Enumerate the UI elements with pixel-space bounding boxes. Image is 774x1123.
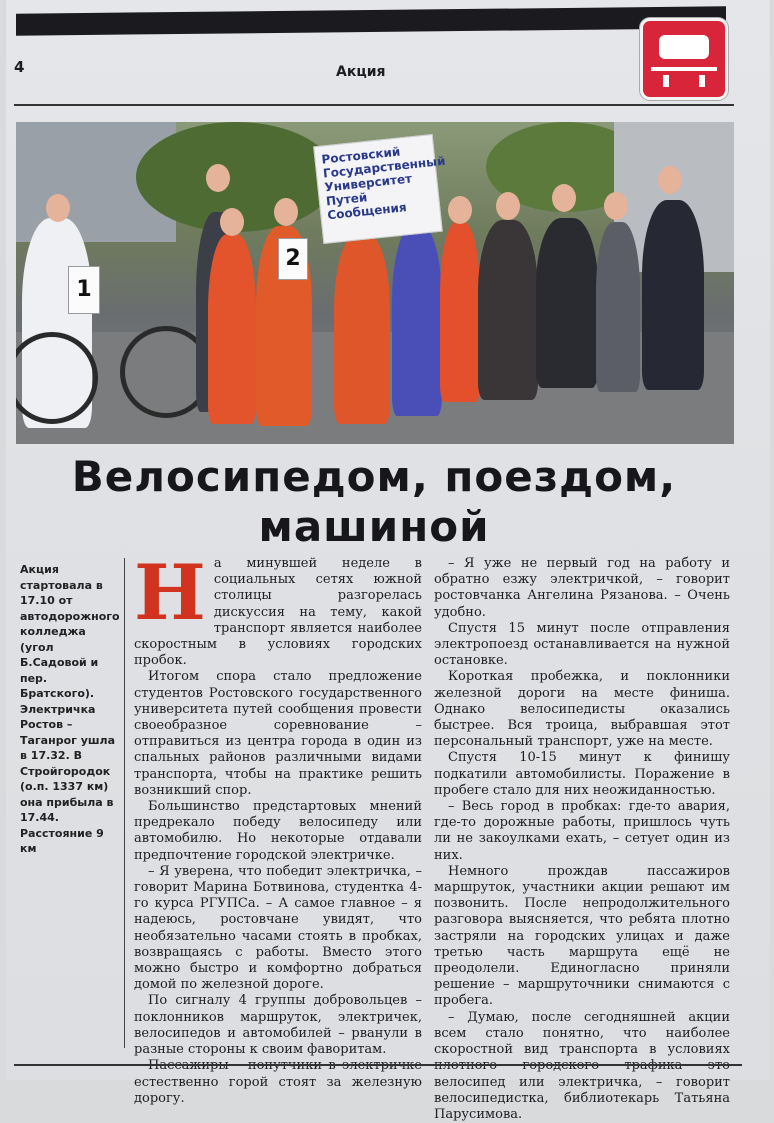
article-column-1 <box>134 548 422 1107</box>
university-banner: Ростовский Государственный Университет Путей Сообщения <box>313 134 443 244</box>
top-bar <box>16 6 726 35</box>
number-sign-1: 1 <box>68 266 100 314</box>
paragraph: – Думаю, после сегодняшней акции всем стало понятно, что наиболее скоростной вид транспорта в условиях велосипед или электричка, – говорит велосипедистка, библиотекарь Татьяна Парусимова. <box>434 1009 730 1122</box>
paragraph: – Я уже не первый год на работу и обратно езжу электричкой, – говорит ростовчанка Ангелина Рязанова. – Очень удобно. <box>434 556 730 620</box>
header-rule <box>14 104 734 106</box>
paragraph: Большинство предстартовых мнений предрекало победу велосипеду или автомобилю. Но некоторые отдавали предпочтение городской электричке. <box>134 799 422 863</box>
train-icon <box>640 18 728 100</box>
page-number: 4 <box>14 58 25 76</box>
footer-rule <box>14 1064 742 1066</box>
newspaper-page <box>6 0 770 1122</box>
paragraph: – Я уверена, что победит электричка, – говорит Марина Ботвинова, студентка 4-го курса РГУПСа. – А самое главное – я надеюсь, ростовчане увидят, что необязательно часами стоять в пробках, возвращаясь с работы. Вместо этого можно быстро и комфортно добраться домой по железной дороге. <box>134 863 422 993</box>
paragraph: Итогом спора стало предложение студентов Ростовского государственного университета путей сообщения провести своеобразное соревнование – отправиться из центра города в один из спальных районов различными видами транспорта, чтобы на практике решить возникший спор. <box>134 669 422 798</box>
paragraph: естественно горой стоят за железную дорогу. <box>134 1074 422 1106</box>
column-divider <box>124 558 125 1048</box>
article-headline: Велосипедом, поездом, машиной <box>71 452 677 551</box>
paragraph: Короткая пробежка, и поклонники железной дороги на месте финиша. Однако велосипедисты оказались быстрее. Вся троица, выбравшая этот персональный транспорт, уже на месте. <box>434 669 730 750</box>
paragraph: а минувшей неделе в социальных сетях южной столицы разгорелась дискуссия на тему, какой транспорт является наиболее скоростным в условиях городских пробок. <box>134 556 422 669</box>
paragraph: – Весь город в пробках: где-то авария, где-то дорожные работы, пришлось чуть ли не закоулками ехать, – сетует один из них. <box>434 799 730 863</box>
paragraph: Спустя 15 минут после отправления электропоезд останавливается на нужной остановке. <box>434 620 730 669</box>
article-column-2 <box>434 556 730 1123</box>
section-title: Акция <box>336 64 386 80</box>
paragraph: По сигналу 4 группы добровольцев – поклонников маршруток, электричек, велосипедов и автомобилей – рванули в разные стороны к своим фаворитам. <box>134 993 422 1058</box>
article-photo <box>16 122 734 444</box>
number-sign-2: 2 <box>278 238 308 280</box>
paragraph: Спустя 10-15 минут к финишу подкатили автомобилисты. Поражение в пробеге стало для них неожиданностью. <box>434 750 730 798</box>
drop-cap: Н <box>134 548 206 637</box>
paragraph: Немного прождав пассажиров маршруток, участники акции решают им позвонить. После непродолжительного разговора выясняется, что ребята плотно застряли на городских улицах и даже третью часть маршрута ещё не преодолели. Единогласно приняли решение – маршруточники снимаются с пробега. <box>434 863 730 1009</box>
info-sidebar: Акция стартовала в 17.10 от автодорожного колледжа (угол Б.Садовой и пер. Братского). Электричка Ростов – Таганрог ушла в 17.32. В Стройгородок (о.п. 1337 км) она прибыла в 17.44. Расстояние 9 км <box>20 563 120 855</box>
